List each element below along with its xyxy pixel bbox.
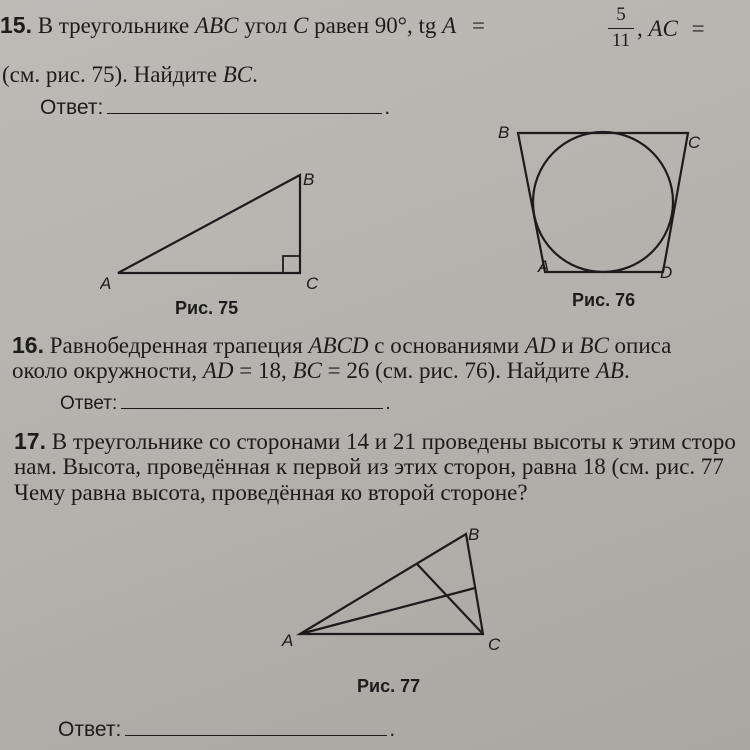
- vertex-label-a: A: [100, 274, 112, 293]
- figure-75: [100, 165, 420, 305]
- text: =: [691, 16, 705, 41]
- text: .: [252, 62, 258, 87]
- math: BC: [292, 358, 322, 383]
- text: В треугольнике: [37, 13, 190, 38]
- problem-15-line-1: [0, 12, 485, 39]
- vertex-label-c: C: [488, 635, 501, 654]
- answer-blank[interactable]: [107, 97, 382, 114]
- vertex-label-a: A: [282, 631, 294, 650]
- text: описа: [614, 333, 672, 358]
- answer-label: Ответ:: [58, 718, 122, 741]
- text: равен 90°, tg: [314, 13, 437, 38]
- text: = 26 (см. рис. 76). Найдите: [327, 358, 591, 383]
- answer-blank[interactable]: [125, 719, 387, 736]
- text: = 18,: [239, 358, 287, 383]
- math: C: [293, 13, 309, 38]
- triangle-abc: [118, 175, 300, 273]
- right-angle-mark: [283, 256, 300, 273]
- math: A: [442, 13, 457, 38]
- problem-16-number: 16.: [12, 332, 44, 358]
- problem-17-line-2: [14, 454, 724, 480]
- trapezoid-abcd: [518, 133, 688, 272]
- vertex-label-c: C: [306, 274, 319, 293]
- figure-75-caption: Рис. 75: [175, 298, 239, 318]
- answer-label: Ответ:: [60, 393, 118, 414]
- figure-76: [490, 122, 710, 297]
- figure-77: [280, 522, 520, 662]
- text: Чему равна высота, проведённая ко второй стороне?: [14, 480, 528, 505]
- problem-16-line-2: [12, 358, 630, 384]
- text: .: [623, 358, 630, 383]
- text: угол: [244, 13, 288, 38]
- text: В треугольнике со сторонами 14 и 21 проведены высоты к этим сторо: [51, 429, 736, 454]
- text: Равнобедренная трапеция: [49, 333, 303, 358]
- vertex-label-b: B: [303, 170, 315, 189]
- math: AD: [524, 333, 556, 358]
- problem-15-answer: Ответ: .: [40, 96, 391, 119]
- text: (см. рис. 75). Найдите: [2, 62, 217, 87]
- problem-17-line-1: [14, 428, 736, 455]
- text: с основаниями: [374, 333, 520, 358]
- inscribed-circle: [533, 132, 673, 272]
- math: AB: [595, 358, 624, 383]
- fraction-bar: [608, 28, 634, 29]
- problem-16-answer: Ответ: .: [60, 393, 391, 414]
- fraction-denominator: 11: [611, 30, 631, 51]
- answer-label: Ответ:: [40, 96, 104, 119]
- math: ABC: [195, 13, 239, 38]
- problem-15-line-2: [2, 62, 258, 88]
- math: ABCD: [308, 333, 369, 358]
- vertex-label-b: B: [468, 525, 480, 544]
- triangle-abc: [300, 534, 483, 634]
- text: около окружности,: [12, 358, 198, 383]
- math: BC: [579, 333, 609, 358]
- figure-77-caption: Рис. 77: [357, 676, 421, 696]
- problem-15-number: 15.: [0, 12, 32, 38]
- math: AD: [202, 358, 234, 383]
- altitude-from-a: [300, 588, 475, 634]
- vertex-label-b: B: [498, 123, 510, 142]
- problem-17-answer: Ответ: .: [58, 718, 396, 741]
- vertex-label-c: C: [688, 133, 701, 152]
- problem-15-line-1-end: [637, 16, 705, 42]
- math: AC: [648, 16, 678, 41]
- vertex-label-d: D: [660, 263, 673, 282]
- text: нам. Высота, проведённая к первой из этих сторон, равна 18 (см. рис. 77: [14, 454, 724, 479]
- problem-17-number: 17.: [14, 428, 46, 454]
- problem-16-line-1: [12, 332, 671, 359]
- text: ,: [637, 16, 643, 41]
- text: =: [471, 13, 485, 38]
- figure-76-caption: Рис. 76: [572, 290, 636, 310]
- fraction-numerator: 5: [616, 4, 626, 25]
- problem-17-line-3: [14, 480, 528, 506]
- math: BC: [222, 62, 253, 87]
- answer-blank[interactable]: [121, 392, 383, 409]
- vertex-label-a: A: [538, 257, 550, 276]
- text: и: [561, 333, 574, 358]
